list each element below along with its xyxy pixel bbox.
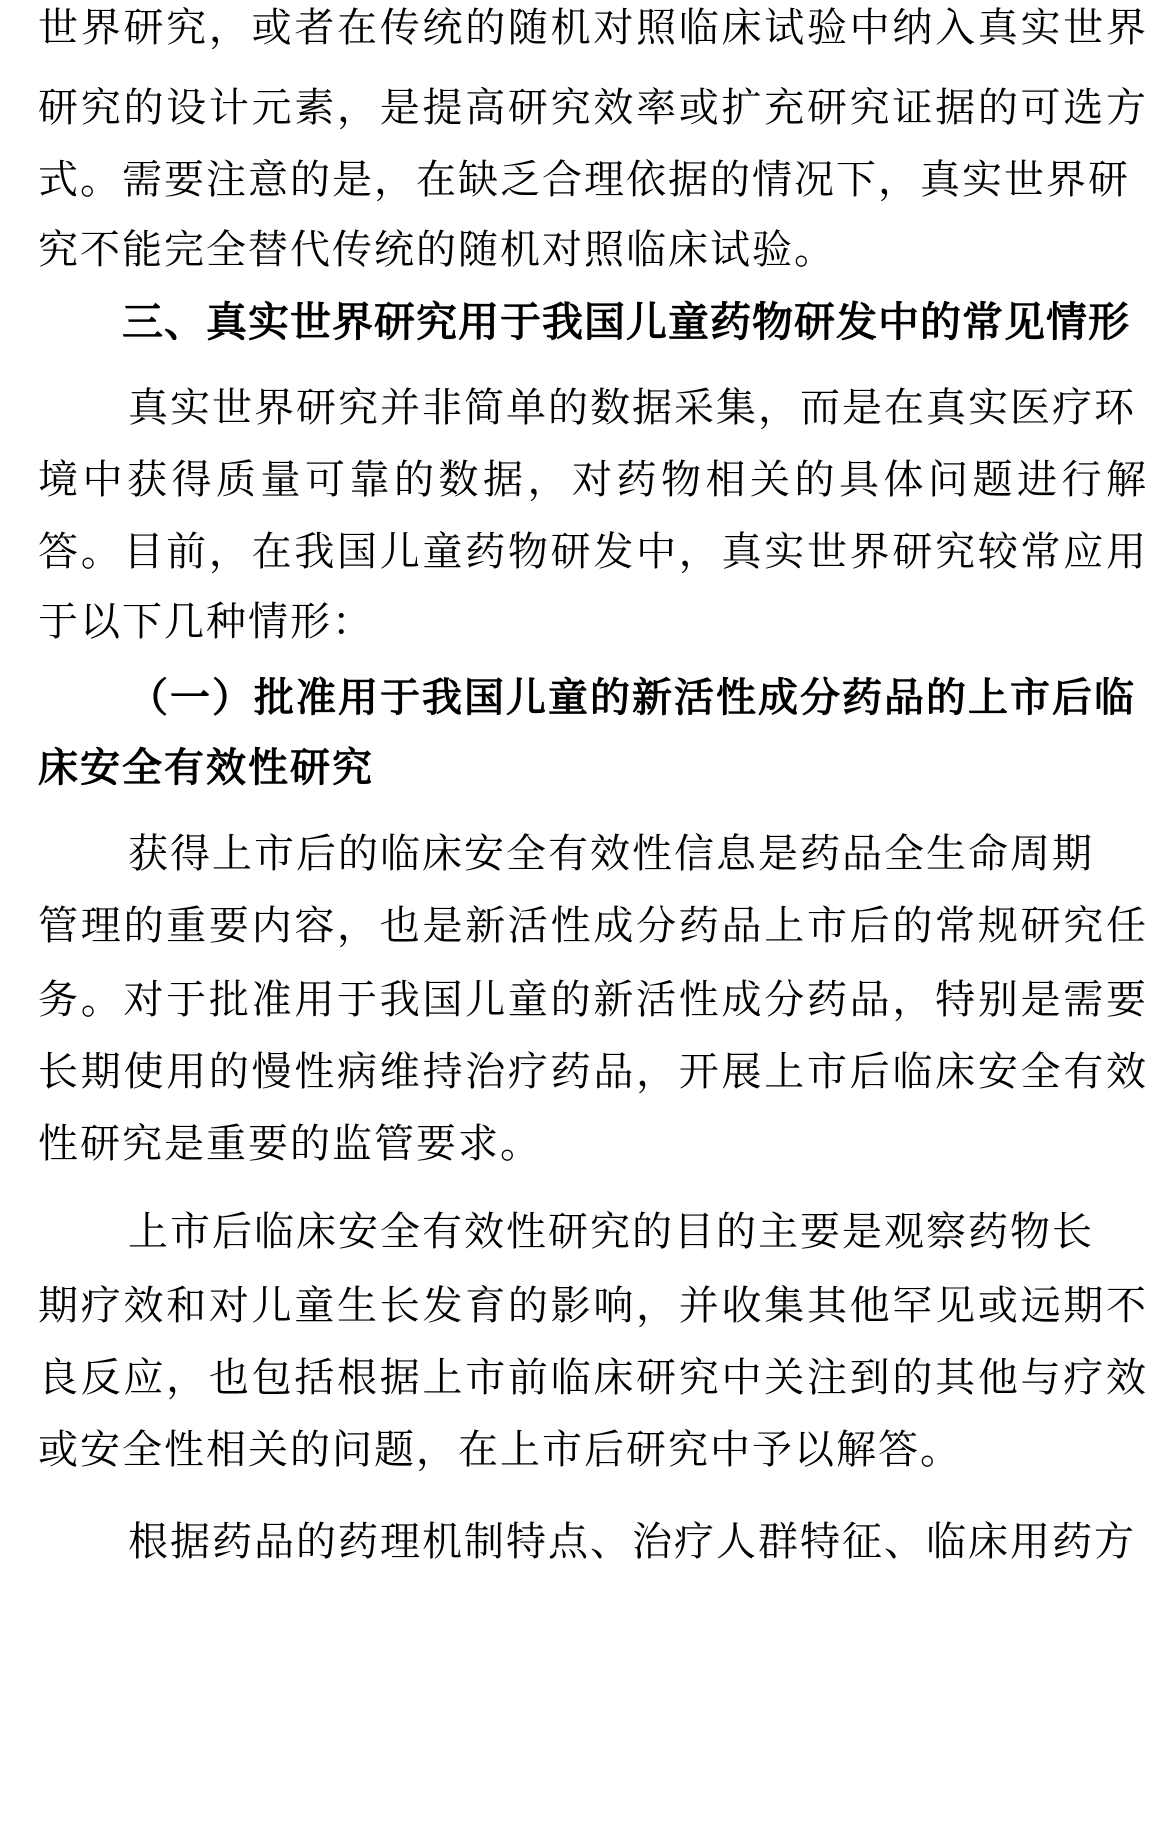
paragraph-2-line-1: 上市后临床安全有效性研究的目的主要是观察药物长 [128, 1209, 1094, 1255]
paragraph-1-line-2: 管理的重要内容，也是新活性成分药品上市后的常规研究任 [38, 903, 1148, 949]
section-paragraph-line-2: 境中获得质量可靠的数据，对药物相关的具体问题进行解 [38, 457, 1148, 503]
paragraph-1-line-5: 性研究是重要的监管要求。 [38, 1121, 542, 1167]
section-paragraph-line-1: 真实世界研究并非简单的数据采集，而是在真实医疗环 [128, 385, 1136, 431]
paragraph-1-line-1: 获得上市后的临床安全有效性信息是药品全生命周期 [128, 831, 1094, 877]
intro-line-2: 研究的设计元素，是提高研究效率或扩充研究证据的可选方 [38, 85, 1148, 131]
subsection-heading-line-1: （一）批准用于我国儿童的新活性成分药品的上市后临 [128, 674, 1136, 721]
section-heading: 三、真实世界研究用于我国儿童药物研发中的常见情形 [122, 298, 1130, 346]
paragraph-3-line-1: 根据药品的药理机制特点、治疗人群特征、临床用药方 [128, 1519, 1136, 1565]
intro-line-4: 究不能完全替代传统的随机对照临床试验。 [38, 227, 836, 273]
paragraph-2-line-4: 或安全性相关的问题，在上市后研究中予以解答。 [38, 1427, 962, 1473]
paragraph-1-line-3: 务。对于批准用于我国儿童的新活性成分药品，特别是需要 [38, 977, 1148, 1023]
intro-line-1: 世界研究，或者在传统的随机对照临床试验中纳入真实世界 [38, 5, 1148, 51]
section-paragraph-line-3: 答。目前，在我国儿童药物研发中，真实世界研究较常应用 [38, 529, 1148, 575]
section-paragraph-line-4: 于以下几种情形： [38, 599, 374, 645]
intro-line-3: 式。需要注意的是，在缺乏合理依据的情况下，真实世界研 [38, 157, 1130, 203]
paragraph-2-line-3: 良反应，也包括根据上市前临床研究中关注到的其他与疗效 [38, 1355, 1148, 1401]
paragraph-2-line-2: 期疗效和对儿童生长发育的影响，并收集其他罕见或远期不 [38, 1283, 1148, 1329]
paragraph-1-line-4: 长期使用的慢性病维持治疗药品，开展上市后临床安全有效 [38, 1049, 1148, 1095]
subsection-heading-line-2: 床安全有效性研究 [38, 744, 374, 791]
